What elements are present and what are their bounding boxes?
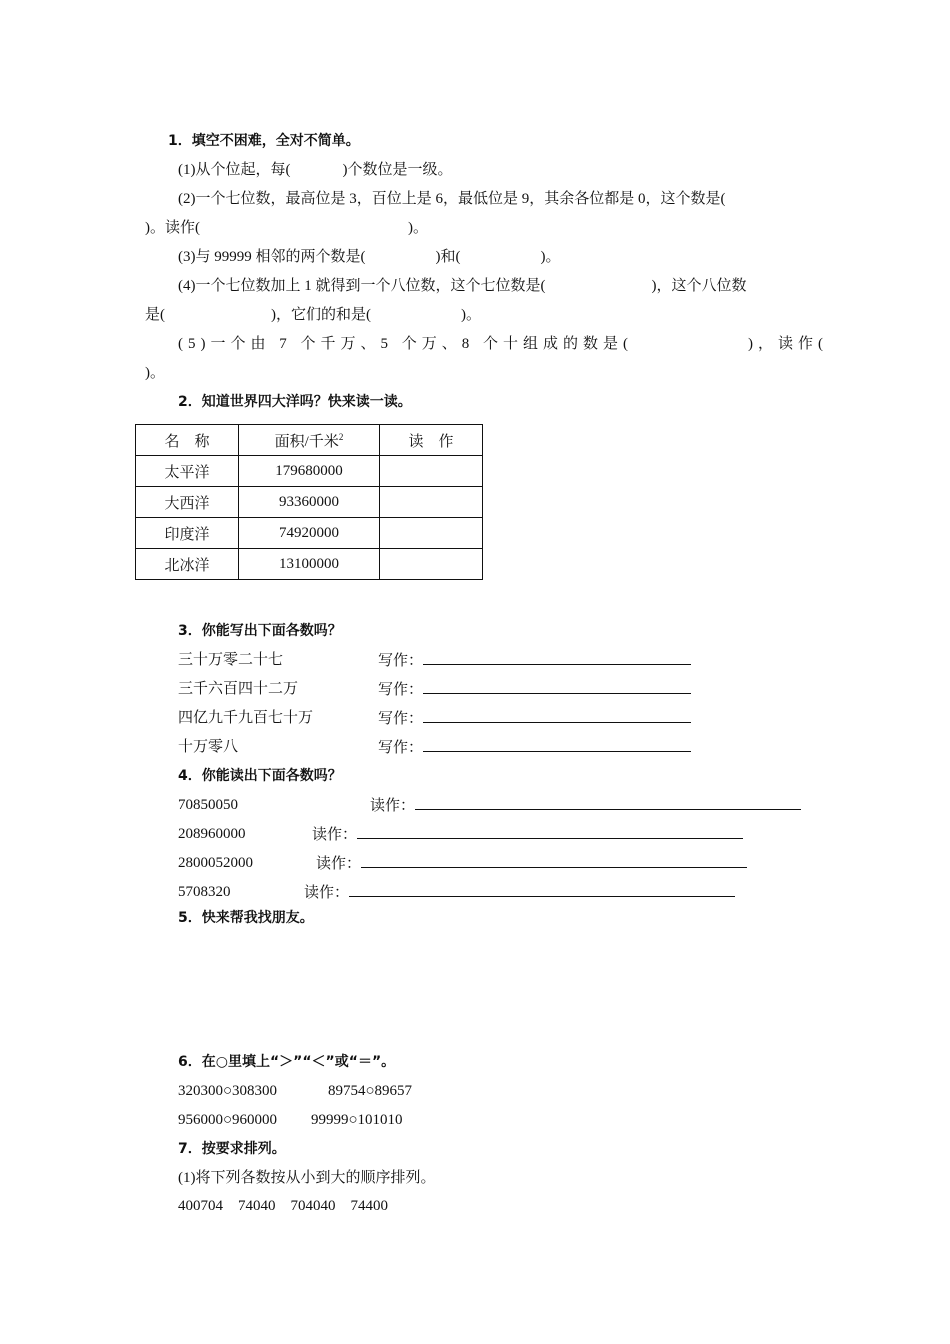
q1-item-4-line2: 是( )，它们的和是( )。 (145, 307, 481, 323)
q3-item-text: 三千六百四十二万 (178, 681, 299, 697)
q3-answer-line[interactable] (423, 650, 691, 665)
q1-item-3: (3)与 99999 相邻的两个数是( )和( )。 (178, 249, 561, 265)
table-row (136, 487, 483, 518)
q6-compare[interactable]: 956000○960000 (178, 1112, 278, 1128)
ocean-read-cell[interactable] (380, 487, 483, 518)
q7-numbers: 400704 74040 704040 74400 (178, 1198, 389, 1214)
q1-item-4-line1: (4)一个七位数加上 1 就得到一个八位数，这个七位数是( )，这个八位数 (178, 278, 747, 294)
q3-write-row: 写作： (378, 650, 691, 671)
q4-read-row: 读作： (304, 882, 735, 903)
ocean-name: 印度洋 (136, 518, 239, 549)
q4-answer-line[interactable] (349, 882, 735, 897)
q5-title: 5．快来帮我找朋友。 (178, 910, 314, 926)
q7-title: 7．按要求排列。 (178, 1141, 286, 1157)
q1-item-2-line1: (2)一个七位数，最高位是 3，百位上是 6，最低位是 9，其余各位都是 0，这个数是( (178, 191, 726, 207)
q4-item-number: 208960000 (178, 826, 246, 842)
ocean-area: 74920000 (239, 518, 380, 549)
q7-instruction: (1)将下列各数按从小到大的顺序排列。 (178, 1170, 436, 1186)
q1-item-2-line2: )。读作( )。 (145, 220, 428, 236)
q3-item-text: 三十万零二十七 (178, 652, 284, 668)
table-header-row (136, 425, 483, 456)
q1-item-5-line2: )。 (145, 365, 165, 381)
q3-item-text: 十万零八 (178, 739, 239, 755)
q2-title: 2．知道世界四大洋吗？快来读一读。 (178, 394, 412, 410)
q1-item-1: (1)从个位起，每( )个数位是一级。 (178, 162, 453, 178)
q1-title: 1．填空不困难，全对不简单。 (168, 133, 360, 149)
ocean-area: 13100000 (239, 549, 380, 580)
ocean-name: 太平洋 (136, 456, 239, 487)
q3-answer-line[interactable] (423, 679, 691, 694)
q4-item-number: 2800052000 (178, 855, 253, 871)
q3-write-row: 写作： (378, 708, 691, 729)
header-area: 面积/千米$^2$ (239, 425, 380, 456)
ocean-read-cell[interactable] (380, 456, 483, 487)
q4-answer-line[interactable] (357, 824, 743, 839)
table-row (136, 456, 483, 487)
table-row (136, 518, 483, 549)
q3-answer-line[interactable] (423, 708, 691, 723)
q6-compare[interactable]: 89754○89657 (328, 1083, 413, 1099)
ocean-read-cell[interactable] (380, 518, 483, 549)
q6-compare[interactable]: 99999○101010 (311, 1112, 403, 1128)
q6-compare[interactable]: 320300○308300 (178, 1083, 278, 1099)
q4-read-row: 读作： (316, 853, 747, 874)
q1-item-5-line1: (5)一个由 7 个千万、5 个万、8 个十组成的数是( )，读作( (178, 336, 828, 352)
ocean-area: 179680000 (239, 456, 380, 487)
ocean-read-cell[interactable] (380, 549, 483, 580)
q6-title: 6．在○里填上“＞”“＜”或“＝”。 (178, 1054, 396, 1070)
q4-item-number: 70850050 (178, 797, 238, 813)
header-name: 名 称 (136, 425, 239, 456)
q3-item-text: 四亿九千九百七十万 (178, 710, 314, 726)
ocean-area: 93360000 (239, 487, 380, 518)
q4-item-number: 5708320 (178, 884, 231, 900)
q3-write-row: 写作： (378, 679, 691, 700)
q4-read-row: 读作： (312, 824, 743, 845)
ocean-name: 大西洋 (136, 487, 239, 518)
q4-read-row: 读作： (370, 795, 801, 816)
header-read: 读 作 (380, 425, 483, 456)
q4-answer-line[interactable] (415, 795, 801, 810)
q3-write-row: 写作： (378, 737, 691, 758)
q4-title: 4．你能读出下面各数吗？ (178, 768, 342, 784)
ocean-table (135, 424, 483, 580)
q4-answer-line[interactable] (361, 853, 747, 868)
ocean-name: 北冰洋 (136, 549, 239, 580)
table-row (136, 549, 483, 580)
q3-answer-line[interactable] (423, 737, 691, 752)
q3-title: 3．你能写出下面各数吗？ (178, 623, 342, 639)
